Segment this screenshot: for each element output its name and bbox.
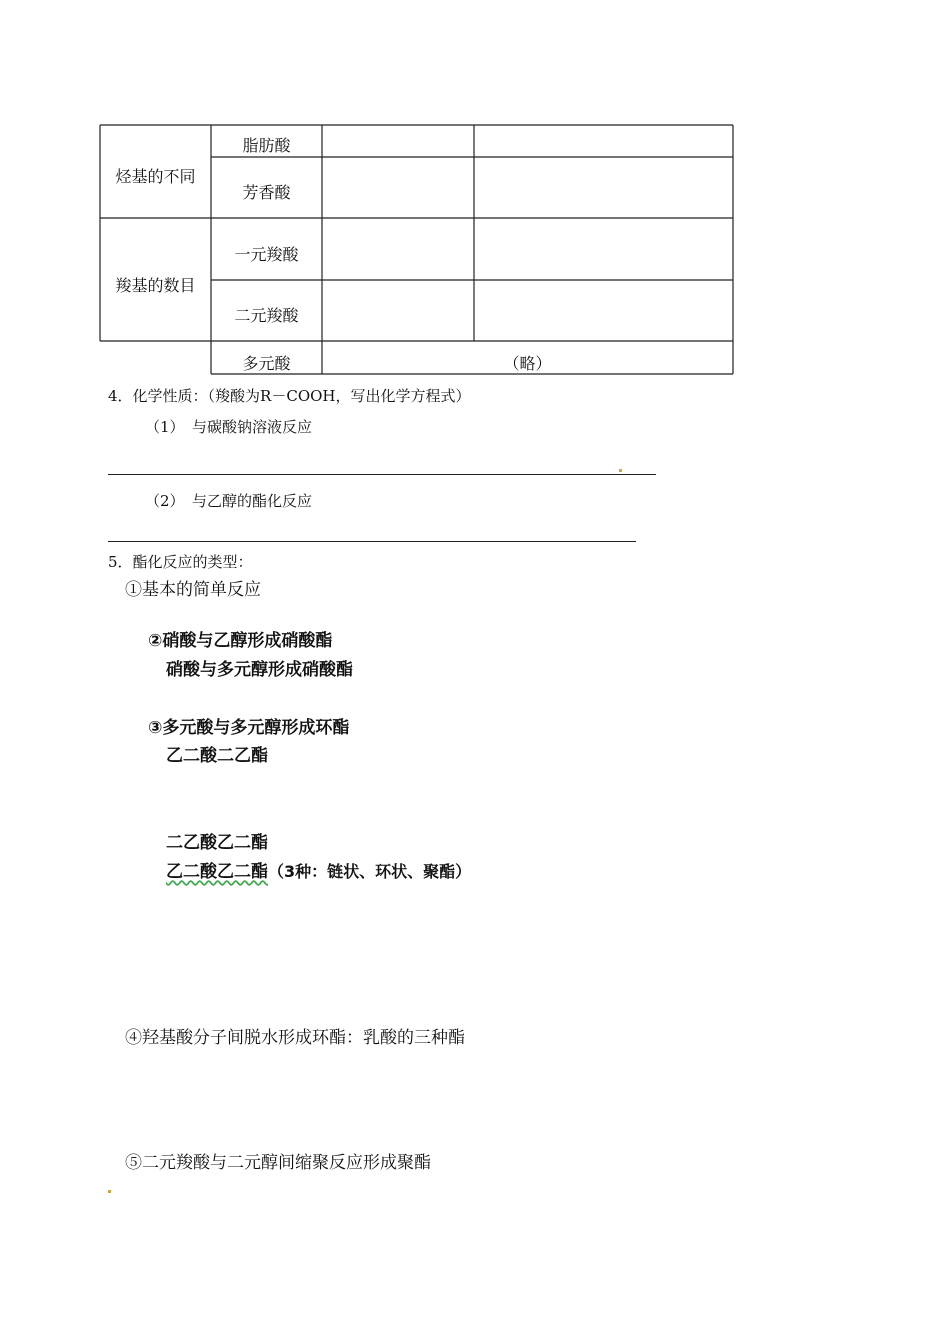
stray-dot: [619, 469, 622, 472]
row-label-aromatic-acid: 芳香酸: [242, 183, 291, 202]
sub-3-main: 乙二酸乙二酯: [166, 862, 268, 882]
polyacid-note: （略）: [503, 354, 552, 373]
section-5-item-3-sub-3: [166, 857, 471, 882]
section-5-item-5: ⑤二元羧酸与二元醇间缩聚反应形成聚酯: [125, 1153, 431, 1173]
section-5-item-2-title: ②硝酸与乙醇形成硝酸酯: [148, 631, 333, 651]
row-label-polyacid: 多元酸: [242, 354, 291, 373]
stray-dot-bottom: [108, 1190, 111, 1193]
answer-line-2: [108, 541, 636, 542]
sub-3-note: （3种：链状、环状、聚酯）: [268, 862, 472, 881]
classification-table-grid: [0, 0, 950, 400]
section-5-item-3-sub-1: 乙二酸二乙酯: [166, 746, 268, 766]
group-label-hydrocarbon: 烃基的不同: [115, 167, 196, 186]
section-5-heading: 5．酯化反应的类型：: [108, 553, 253, 571]
section-4-item-2: （2） 与乙醇的酯化反应: [145, 492, 313, 510]
section-5-item-1: ①基本的简单反应: [125, 580, 261, 600]
row-label-monocarboxylic-acid: 一元羧酸: [234, 245, 299, 264]
section-4-heading: 4．化学性质：（羧酸为R－COOH，写出化学方程式）: [108, 387, 471, 405]
section-5-item-3-sub-2: 二乙酸乙二酯: [166, 833, 268, 853]
row-label-dicarboxylic-acid: 二元羧酸: [234, 306, 299, 325]
section-5-item-4: ④羟基酸分子间脱水形成环酯：乳酸的三种酯: [125, 1028, 465, 1048]
section-5-item-3-title: ③多元酸与多元醇形成环酯: [148, 718, 350, 738]
section-5-item-2-sub: 硝酸与多元醇形成硝酸酯: [166, 660, 353, 680]
group-label-carboxyl-count: 羧基的数目: [115, 276, 196, 295]
row-label-fatty-acid: 脂肪酸: [242, 136, 291, 155]
section-4-item-1: （1） 与碳酸钠溶液反应: [145, 418, 313, 436]
answer-line-1: [108, 474, 656, 475]
